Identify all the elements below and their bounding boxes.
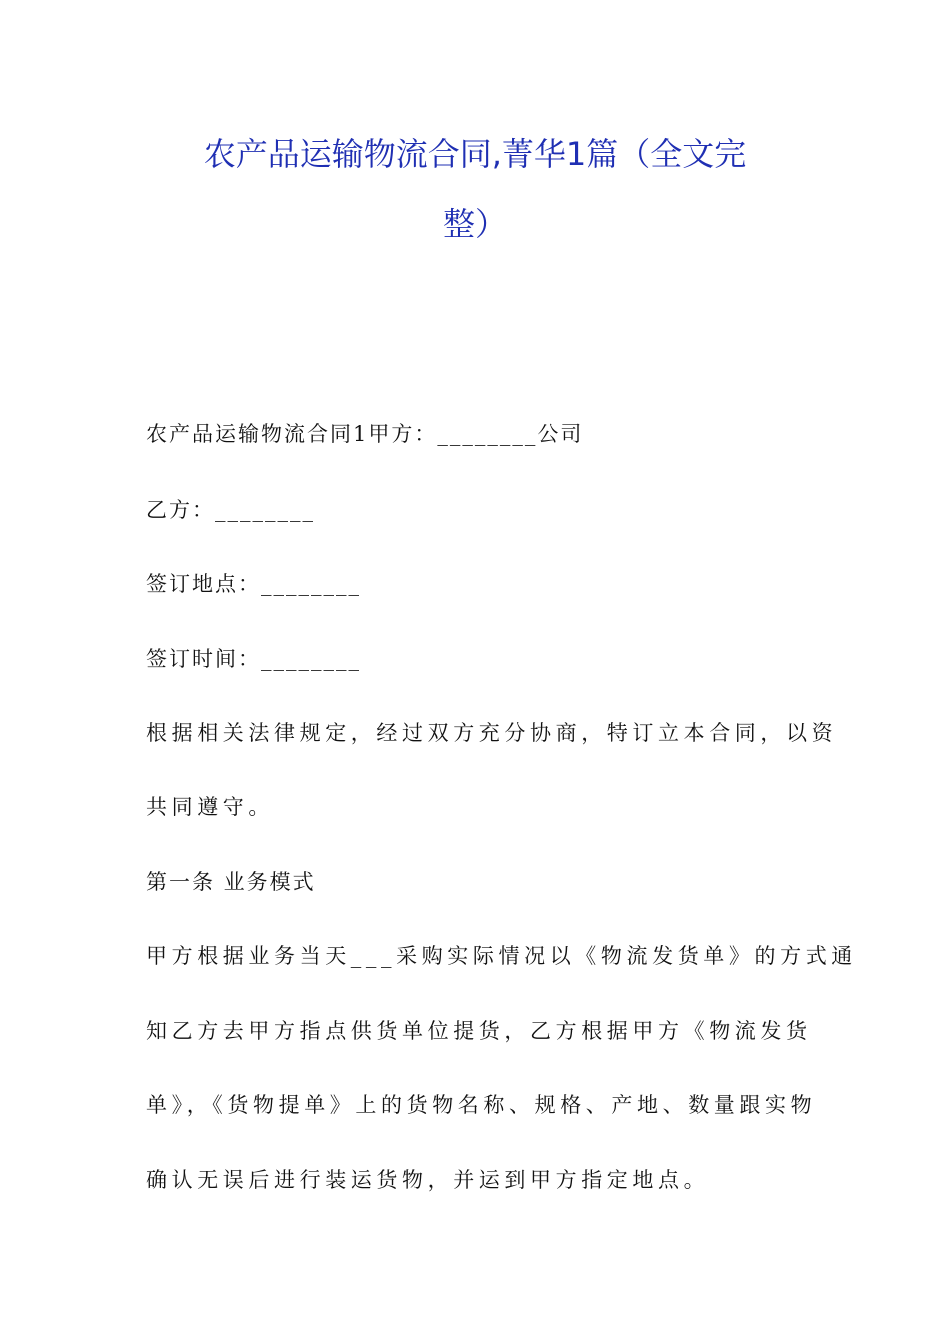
article-one-line-4: 确认无误后进行装运货物，并运到甲方指定地点。 xyxy=(146,1168,710,1192)
signing-place-line: 签订地点：________ xyxy=(146,572,361,596)
party-b-line: 乙方：________ xyxy=(146,498,315,522)
article-one-line-2: 知乙方去甲方指点供货单位提货，乙方根据甲方《物流发货 xyxy=(146,1019,812,1043)
party-a-line: 农产品运输物流合同1甲方：________公司 xyxy=(146,422,584,446)
article-one-line-3: 单》，《货物提单》上的货物名称、规格、产地、数量跟实物 xyxy=(146,1093,817,1117)
preamble-line-2: 共同遵守。 xyxy=(146,795,274,819)
article-one-line-1: 甲方根据业务当天___采购实际情况以《物流发货单》的方式通 xyxy=(146,944,857,968)
document-title-line-1: 农产品运输物流合同,菁华1篇（全文完 xyxy=(203,135,747,173)
document-title-line-2: 整） xyxy=(442,205,507,243)
preamble-line-1: 根据相关法律规定，经过双方充分协商，特订立本合同，以资 xyxy=(146,721,838,745)
article-one-heading: 第一条 业务模式 xyxy=(146,870,316,894)
signing-time-line: 签订时间：________ xyxy=(146,647,361,671)
